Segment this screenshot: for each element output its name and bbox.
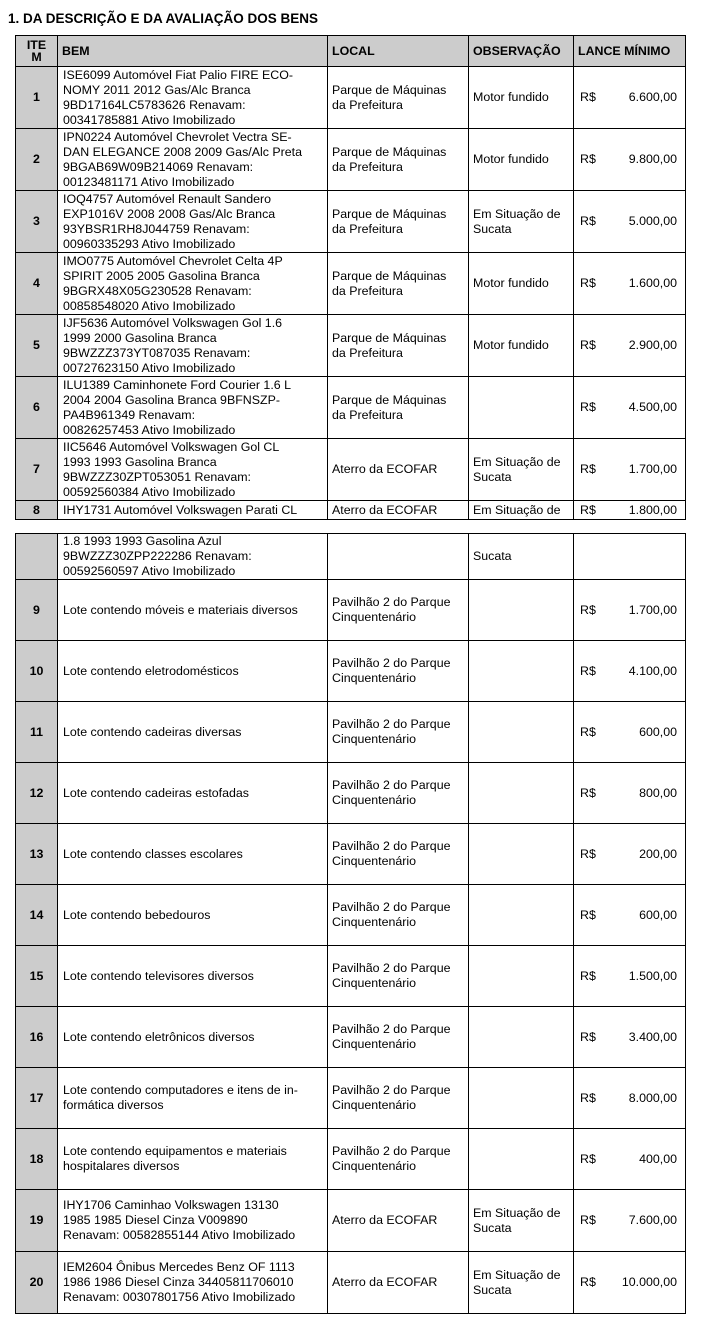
item-cell [16, 534, 58, 580]
text-line: IEM2604 Ônibus Mercedes Benz OF 1113 [63, 1260, 295, 1274]
text-line: formática diversos [63, 1098, 164, 1112]
local-cell [328, 1007, 469, 1068]
local-cell [328, 824, 469, 885]
item-number: 15 [16, 946, 58, 1007]
text-line: Aterro da ECOFAR [332, 1213, 438, 1227]
currency-symbol: R$ [580, 663, 596, 678]
currency-symbol: R$ [580, 846, 596, 861]
item-number: 18 [16, 1129, 58, 1190]
table-row [16, 641, 686, 702]
local-cell [328, 1190, 469, 1252]
text-line: Sucata [473, 1282, 512, 1297]
table-row [16, 315, 686, 377]
lance-cell [574, 641, 686, 702]
text-line: Parque de Máquinas [332, 268, 447, 283]
text-line: EXP1016V 2008 2008 Gas/Alc Branca [63, 206, 276, 221]
currency-symbol: R$ [580, 90, 596, 104]
text-line: Cinquentenário [332, 793, 417, 807]
local-cell [328, 315, 469, 377]
lance-cell [574, 763, 686, 824]
item-number: 8 [16, 501, 58, 520]
bem-cell [58, 580, 328, 641]
text-line: Pavilhão 2 do Parque [332, 900, 451, 914]
bem-cell [58, 1068, 328, 1129]
header-lance-minimo: LANCE MÍNIMO [574, 36, 686, 67]
text-line: DAN ELEGANCE 2008 2009 Gas/Alc Preta [63, 144, 302, 159]
bem-cell [58, 534, 328, 580]
lance-cell [574, 191, 686, 253]
minimum-bid-value: 7.600,00 [628, 1213, 677, 1227]
minimum-bid-value: 10.000,00 [621, 1275, 677, 1289]
item-number: 11 [16, 702, 58, 763]
lance-cell [574, 1007, 686, 1068]
text-line: Parque de Máquinas [332, 206, 447, 221]
table-row [16, 129, 686, 191]
text-line: 00123481171 Ativo Imobilizado [63, 174, 235, 189]
text-line: Em Situação de [473, 1267, 561, 1282]
table-row-continuation [16, 534, 686, 580]
text-line: Cinquentenário [332, 732, 417, 746]
bem-cell [58, 501, 328, 520]
text-line: Parque de Máquinas [332, 330, 447, 345]
local-cell [328, 1252, 469, 1314]
table-row [16, 580, 686, 641]
text-line: Sucata [473, 1220, 512, 1235]
bem-cell [58, 1129, 328, 1190]
currency-symbol: R$ [580, 602, 596, 617]
table-row [16, 501, 686, 520]
item-number: 16 [16, 1007, 58, 1068]
bem-cell [58, 1252, 328, 1314]
text-line: Parque de Máquinas [332, 82, 447, 97]
lance-cell [574, 885, 686, 946]
table-row [16, 1129, 686, 1190]
minimum-bid-value: 1.700,00 [628, 462, 677, 476]
bem-cell [58, 1190, 328, 1252]
text-line: Motor fundido [473, 90, 549, 104]
text-line: da Prefeitura [332, 407, 403, 422]
table-row [16, 824, 686, 885]
lance-cell [574, 1252, 686, 1314]
text-line: Pavilhão 2 do Parque [332, 778, 451, 792]
currency-symbol: R$ [580, 152, 596, 166]
text-line: Lote contendo móveis e materiais diversos [63, 602, 298, 617]
currency-symbol: R$ [580, 276, 596, 290]
text-line: Lote contendo eletrônicos diversos [63, 1029, 255, 1044]
text-line: Lote contendo equipamentos e materiais [63, 1144, 287, 1158]
header-local: LOCAL [328, 36, 469, 67]
text-line: Cinquentenário [332, 610, 417, 624]
bem-cell [58, 129, 328, 191]
bem-cell [58, 1007, 328, 1068]
bem-cell [58, 824, 328, 885]
text-line: 1.8 1993 1993 Gasolina Azul [63, 534, 222, 548]
text-line: Cinquentenário [332, 1037, 417, 1051]
item-number: 17 [16, 1068, 58, 1129]
text-line: 9BWZZZ30ZPT053051 Renavam: [63, 469, 252, 484]
obs-cell [469, 702, 574, 763]
lance-cell [574, 702, 686, 763]
text-line: 00727623150 Ativo Imobilizado [63, 360, 236, 375]
minimum-bid-value: 6.600,00 [628, 90, 677, 104]
local-cell [328, 534, 469, 580]
lance-cell [574, 1129, 686, 1190]
text-line: Lote contendo cadeiras diversas [63, 724, 242, 739]
obs-cell [469, 501, 574, 520]
text-line: 9BWZZZ373YT087035 Renavam: [63, 345, 251, 360]
minimum-bid-value: 8.000,00 [628, 1090, 677, 1105]
text-line: 00858548020 Ativo Imobilizado [63, 298, 236, 313]
table-row [16, 1007, 686, 1068]
bem-cell [58, 377, 328, 439]
currency-symbol: R$ [580, 1275, 596, 1289]
obs-cell [469, 1007, 574, 1068]
local-cell [328, 1129, 469, 1190]
text-line: IPN0224 Automóvel Chevrolet Vectra SE- [63, 129, 292, 144]
text-line: 1985 1985 Diesel Cinza V009890 [63, 1213, 248, 1227]
lance-cell [574, 67, 686, 129]
table-row [16, 1190, 686, 1252]
minimum-bid-value: 600,00 [639, 907, 677, 922]
text-line: Em Situação de [473, 1205, 561, 1220]
obs-cell [469, 1190, 574, 1252]
text-line: Pavilhão 2 do Parque [332, 656, 451, 670]
item-number: 4 [16, 253, 58, 315]
text-line: IMO0775 Automóvel Chevrolet Celta 4P [63, 253, 283, 268]
text-line: ISE6099 Automóvel Fiat Palio FIRE ECO- [63, 67, 294, 82]
obs-cell [469, 191, 574, 253]
text-line: Pavilhão 2 do Parque [332, 1144, 451, 1158]
minimum-bid-value: 600,00 [639, 724, 677, 739]
text-line: Lote contendo classes escolares [63, 846, 243, 861]
obs-cell [469, 439, 574, 501]
text-line: 9BD17164LC5783626 Renavam: [63, 97, 246, 112]
table-row [16, 702, 686, 763]
currency-symbol: R$ [580, 968, 596, 983]
text-line: 00826257453 Ativo Imobilizado [63, 422, 236, 437]
local-cell [328, 501, 469, 520]
currency-symbol: R$ [580, 338, 596, 352]
minimum-bid-value: 1.700,00 [628, 602, 677, 617]
text-line: Parque de Máquinas [332, 144, 447, 159]
text-line: Pavilhão 2 do Parque [332, 839, 451, 853]
text-line: 93YBSR1RH8J044759 Renavam: [63, 221, 250, 236]
text-line: Lote contendo cadeiras estofadas [63, 785, 249, 800]
text-line: da Prefeitura [332, 345, 403, 360]
section-heading: 1. DA DESCRIÇÃO E DA AVALIAÇÃO DOS BENS [8, 11, 319, 26]
bem-cell [58, 191, 328, 253]
text-line: Renavam: 00307801756 Ativo Imobilizado [63, 1290, 296, 1304]
text-line: 2004 2004 Gasolina Branca 9BFNSZP- [63, 392, 280, 407]
text-line: Cinquentenário [332, 854, 417, 868]
text-line: 1986 1986 Diesel Cinza 34405811706010 [63, 1275, 294, 1289]
minimum-bid-value: 800,00 [639, 785, 677, 800]
text-line: 1999 2000 Gasolina Branca [63, 330, 217, 345]
local-cell [328, 67, 469, 129]
item-number: 13 [16, 824, 58, 885]
text-line: Lote contendo televisores diversos [63, 968, 254, 983]
text-line: Cinquentenário [332, 915, 417, 929]
item-number: 3 [16, 191, 58, 253]
text-line: Lote contendo eletrodomésticos [63, 663, 239, 678]
text-line: 00592560384 Ativo Imobilizado [63, 484, 236, 499]
minimum-bid-value: 200,00 [639, 846, 677, 861]
currency-symbol: R$ [580, 462, 596, 476]
currency-symbol: R$ [580, 1029, 596, 1044]
text-line: Cinquentenário [332, 671, 417, 685]
text-line: 9BGRX48X05G230528 Renavam: [63, 283, 252, 298]
text-line: 00960335293 Ativo Imobilizado [63, 236, 236, 251]
bem-cell [58, 67, 328, 129]
text-line: Sucata [473, 221, 512, 236]
header-bem: BEM [58, 36, 328, 67]
lance-cell [574, 946, 686, 1007]
text-line: Pavilhão 2 do Parque [332, 961, 451, 975]
currency-symbol: R$ [580, 502, 596, 517]
obs-cell [469, 824, 574, 885]
text-line: Pavilhão 2 do Parque [332, 1083, 451, 1097]
table-row [16, 763, 686, 824]
text-line: Em Situação de [473, 206, 561, 221]
text-line: SPIRIT 2005 2005 Gasolina Branca [63, 268, 260, 283]
currency-symbol: R$ [580, 724, 596, 739]
text-line: Aterro da ECOFAR [332, 502, 438, 517]
currency-symbol: R$ [580, 1090, 596, 1105]
obs-cell [469, 580, 574, 641]
text-line: Cinquentenário [332, 976, 417, 990]
lance-cell [574, 501, 686, 520]
lance-cell [574, 1190, 686, 1252]
table-row [16, 439, 686, 501]
obs-cell [469, 885, 574, 946]
item-number: 20 [16, 1252, 58, 1314]
text-line: Renavam: 00582855144 Ativo Imobilizado [63, 1228, 296, 1242]
table-row [16, 67, 686, 129]
bem-cell [58, 946, 328, 1007]
item-number: 12 [16, 763, 58, 824]
obs-cell [469, 763, 574, 824]
text-line: IHY1731 Automóvel Volkswagen Parati CL [63, 502, 298, 517]
item-number: 9 [16, 580, 58, 641]
obs-cell [469, 946, 574, 1007]
currency-symbol: R$ [580, 1213, 596, 1227]
text-line: Pavilhão 2 do Parque [332, 595, 451, 609]
bem-cell [58, 439, 328, 501]
lance-cell [574, 253, 686, 315]
text-line: Aterro da ECOFAR [332, 462, 438, 476]
bem-cell [58, 702, 328, 763]
text-line: Lote contendo bebedouros [63, 907, 211, 922]
obs-cell [469, 1068, 574, 1129]
item-number: 2 [16, 129, 58, 191]
table-row [16, 1068, 686, 1129]
text-line: Parque de Máquinas [332, 392, 447, 407]
text-line: Sucata [473, 469, 512, 484]
table-row [16, 377, 686, 439]
text-line: IJF5636 Automóvel Volkswagen Gol 1.6 [63, 315, 283, 330]
text-line: Em Situação de [473, 502, 561, 517]
local-cell [328, 641, 469, 702]
assets-table-part-2 [15, 533, 686, 1314]
item-number: 1 [16, 67, 58, 129]
obs-cell [469, 641, 574, 702]
local-cell [328, 763, 469, 824]
text-line: ILU1389 Caminhonete Ford Courier 1.6 L [63, 377, 291, 392]
local-cell [328, 580, 469, 641]
lance-cell [574, 824, 686, 885]
obs-cell [469, 129, 574, 191]
text-line: Aterro da ECOFAR [332, 1275, 438, 1289]
text-line: 00592560597 Ativo Imobilizado [63, 564, 236, 578]
item-number: 19 [16, 1190, 58, 1252]
text-line: Lote contendo computadores e itens de in- [63, 1083, 298, 1097]
local-cell [328, 253, 469, 315]
item-number: 10 [16, 641, 58, 702]
bem-cell [58, 253, 328, 315]
minimum-bid-value: 2.900,00 [628, 338, 677, 352]
lance-cell [574, 377, 686, 439]
minimum-bid-value: 4.500,00 [628, 400, 677, 414]
table-row [16, 885, 686, 946]
obs-cell [469, 1129, 574, 1190]
local-cell [328, 129, 469, 191]
text-line: Cinquentenário [332, 1159, 417, 1173]
text-line: IOQ4757 Automóvel Renault Sandero [63, 191, 272, 206]
header-observacao: OBSERVAÇÃO [469, 36, 574, 67]
bem-cell [58, 763, 328, 824]
text-line: Pavilhão 2 do Parque [332, 1022, 451, 1036]
item-number: 6 [16, 377, 58, 439]
text-line: Pavilhão 2 do Parque [332, 717, 451, 731]
text-line: da Prefeitura [332, 283, 403, 298]
minimum-bid-value: 9.800,00 [628, 152, 677, 166]
text-line: PA4B961349 Renavam: [63, 407, 196, 422]
minimum-bid-value: 5.000,00 [628, 214, 677, 228]
minimum-bid-value: 400,00 [639, 1151, 677, 1166]
table-row [16, 1252, 686, 1314]
header-item: ITE M [16, 36, 58, 67]
lance-cell [574, 1068, 686, 1129]
text-line: Cinquentenário [332, 1098, 417, 1112]
currency-symbol: R$ [580, 785, 596, 800]
bem-cell [58, 315, 328, 377]
minimum-bid-value: 1.500,00 [628, 968, 677, 983]
currency-symbol: R$ [580, 1151, 596, 1166]
table-row [16, 191, 686, 253]
currency-symbol: R$ [580, 400, 596, 414]
local-cell [328, 885, 469, 946]
minimum-bid-value: 4.100,00 [628, 663, 677, 678]
table-row [16, 253, 686, 315]
text-line: da Prefeitura [332, 221, 403, 236]
bem-cell [58, 885, 328, 946]
local-cell [328, 377, 469, 439]
text-line: 9BWZZZ30ZPP222286 Renavam: [63, 549, 252, 563]
table-row [16, 946, 686, 1007]
text-line: Motor fundido [473, 152, 549, 166]
bem-cell [58, 641, 328, 702]
obs-cell [469, 377, 574, 439]
text-line: IHY1706 Caminhao Volkswagen 13130 [63, 1198, 279, 1212]
text-line: Motor fundido [473, 276, 549, 290]
item-number: 5 [16, 315, 58, 377]
obs-cell [469, 315, 574, 377]
lance-cell [574, 534, 686, 580]
local-cell [328, 439, 469, 501]
lance-cell [574, 439, 686, 501]
minimum-bid-value: 1.600,00 [628, 276, 677, 290]
local-cell [328, 946, 469, 1007]
currency-symbol: R$ [580, 214, 596, 228]
text-line: Em Situação de [473, 454, 561, 469]
local-cell [328, 191, 469, 253]
minimum-bid-value: 3.400,00 [628, 1029, 677, 1044]
text-line: 1993 1993 Gasolina Branca [63, 454, 217, 469]
item-number: 14 [16, 885, 58, 946]
lance-cell [574, 580, 686, 641]
obs-cell [469, 253, 574, 315]
text-line: IIC5646 Automóvel Volkswagen Gol CL [63, 439, 280, 454]
local-cell [328, 702, 469, 763]
obs-cell [469, 1252, 574, 1314]
text-line: NOMY 2011 2012 Gas/Alc Branca [63, 82, 251, 97]
obs-cell [469, 534, 574, 580]
lance-cell [574, 129, 686, 191]
text-line: hospitalares diversos [63, 1159, 180, 1173]
minimum-bid-value: 1.800,00 [628, 502, 677, 517]
text-line: Motor fundido [473, 338, 549, 352]
lance-cell [574, 315, 686, 377]
text-line: 9BGAB69W09B214069 Renavam: [63, 159, 254, 174]
text-line: da Prefeitura [332, 97, 403, 112]
table-header-row [16, 36, 686, 67]
local-cell [328, 1068, 469, 1129]
item-number: 7 [16, 439, 58, 501]
text-line: Sucata [473, 549, 512, 563]
assets-table-part-1 [15, 35, 686, 520]
text-line: 00341785881 Ativo Imobilizado [63, 112, 236, 127]
text-line: da Prefeitura [332, 159, 403, 174]
obs-cell [469, 67, 574, 129]
currency-symbol: R$ [580, 907, 596, 922]
